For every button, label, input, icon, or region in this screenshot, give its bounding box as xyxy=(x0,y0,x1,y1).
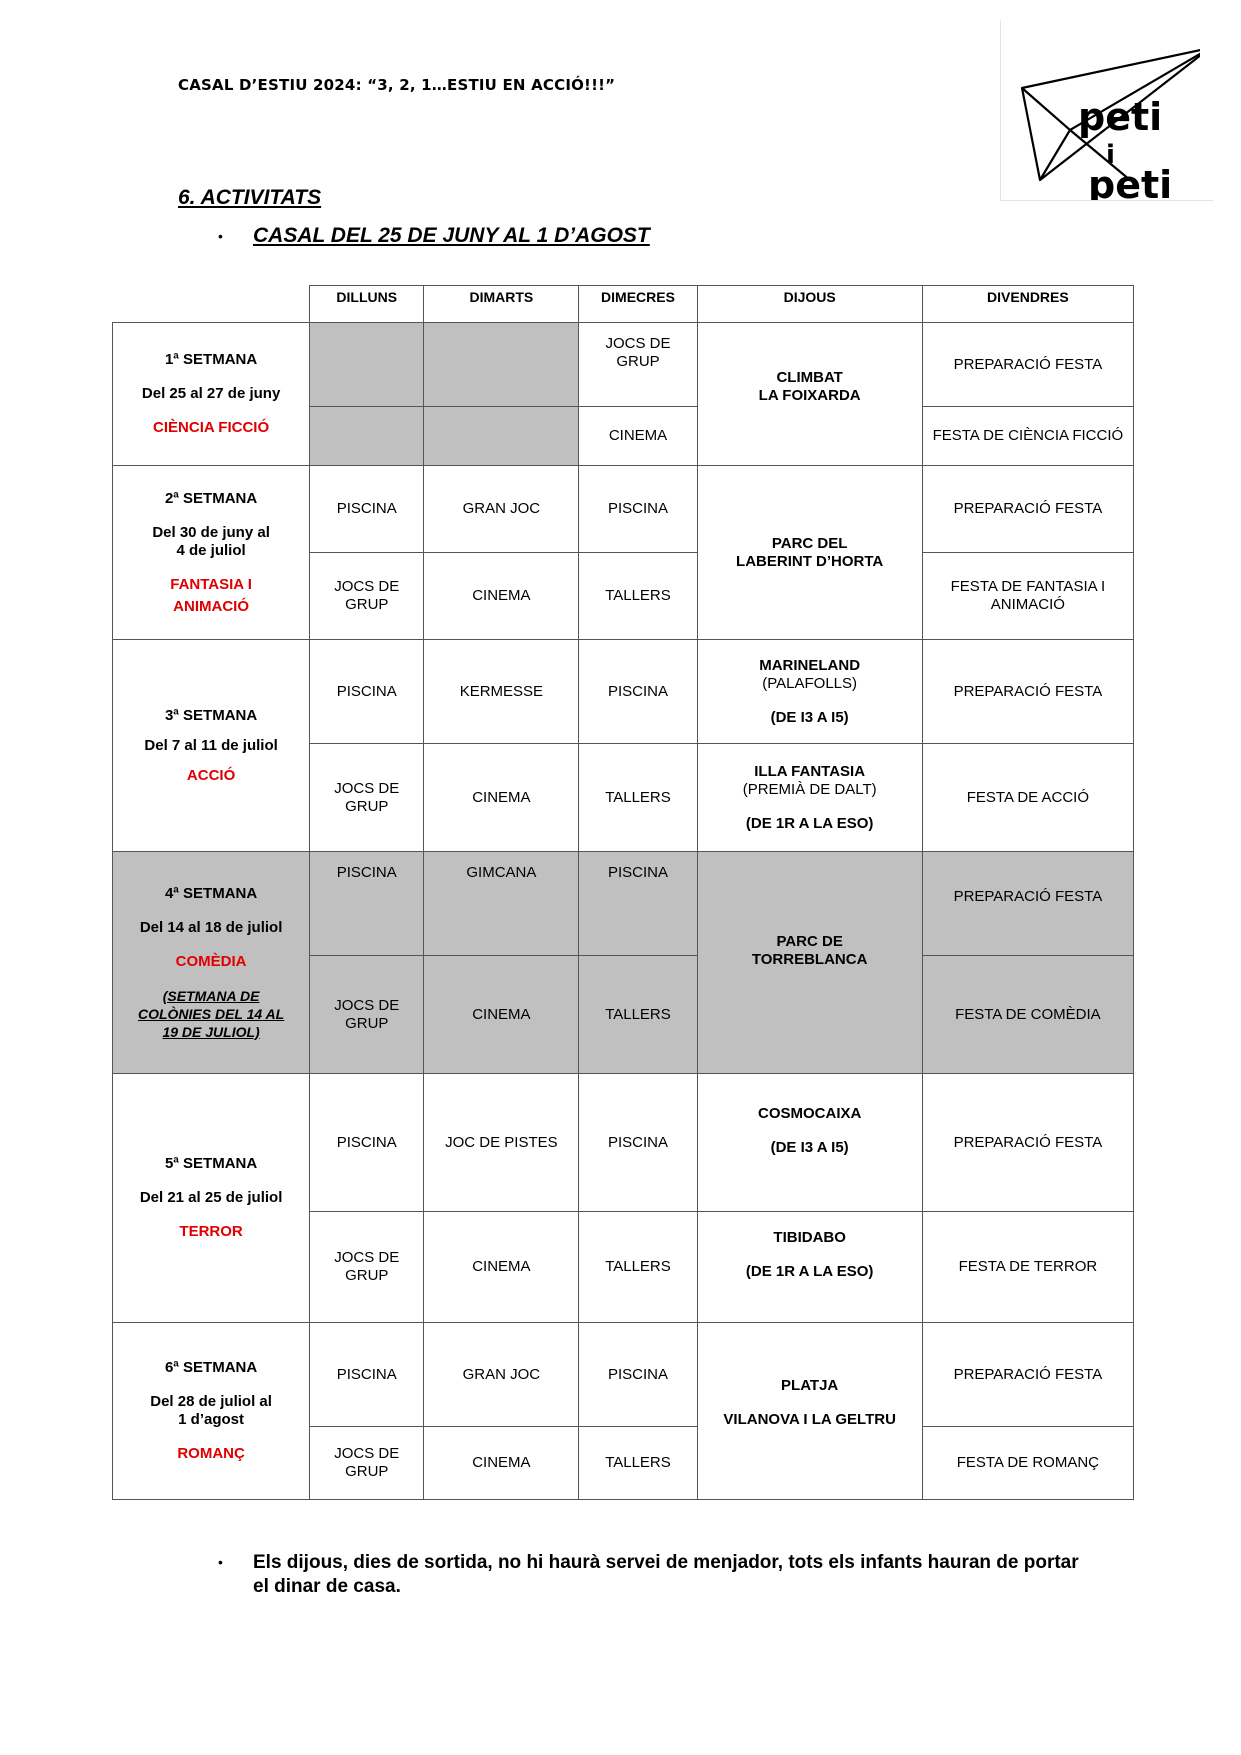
empty-cell xyxy=(310,407,424,466)
table-header-row xyxy=(113,286,1134,323)
empty-cell xyxy=(424,407,579,466)
section-subtitle: CASAL DEL 25 DE JUNY AL 1 D’AGOST xyxy=(253,224,650,247)
activity-cell: PREPARACIÓ FESTA xyxy=(922,466,1133,553)
week-3-label: 3ª SETMANA Del 7 al 11 de juliol ACCIÓ xyxy=(113,640,310,852)
activity-cell: JOCS DE GRUP xyxy=(310,1212,424,1323)
week-dates: Del 25 al 27 de juny xyxy=(141,385,281,402)
activity-cell: PISCINA xyxy=(579,466,697,553)
table-row xyxy=(113,466,1134,553)
activity-cell: FESTA DE FANTASIA I ANIMACIÓ xyxy=(922,553,1133,640)
table-row xyxy=(113,640,1134,744)
week-theme: CIÈNCIA FICCIÓ xyxy=(153,419,270,436)
logo-frame xyxy=(1000,20,1213,201)
activity-cell: PREPARACIÓ FESTA xyxy=(922,852,1133,956)
activity-cell: PISCINA xyxy=(310,1323,424,1427)
activity-cell: CINEMA xyxy=(424,553,579,640)
dijous-outing: ILLA FANTASIA (PREMIÀ DE DALT) (DE 1R A LA ESO) xyxy=(697,744,922,852)
table-row xyxy=(113,1323,1134,1427)
activity-cell: FESTA DE ROMANÇ xyxy=(922,1427,1133,1500)
activity-cell: JOC DE PISTES xyxy=(424,1074,579,1212)
footer-bullet: • xyxy=(218,1554,223,1570)
activity-cell: PISCINA xyxy=(310,852,424,956)
dijous-outing: TIBIDABO (DE 1R A LA ESO) xyxy=(697,1212,922,1323)
logo-word-i: i xyxy=(1106,140,1115,170)
activities-schedule-table xyxy=(112,285,1134,1500)
footer-note: Els dijous, dies de sortida, no hi haurà servei de menjador, tots els infants hauran de portar el dinar de casa. xyxy=(253,1552,1079,1597)
empty-cell xyxy=(424,323,579,407)
dijous-outing: MARINELAND (PALAFOLLS) (DE I3 A I5) xyxy=(697,640,922,744)
header-dilluns: DILLUNS xyxy=(310,286,424,323)
activity-cell: TALLERS xyxy=(579,1212,697,1323)
header-dijous: DIJOUS xyxy=(697,286,922,323)
activity-cell: CINEMA xyxy=(424,1212,579,1323)
table-row xyxy=(113,323,1134,407)
week-number: 1ª SETMANA xyxy=(164,351,258,368)
table-row xyxy=(113,1074,1134,1212)
subtitle-bullet: • xyxy=(218,228,223,244)
dijous-outing: PLATJA VILANOVA I LA GELTRU xyxy=(697,1323,922,1500)
activity-cell: TALLERS xyxy=(579,1427,697,1500)
dijous-outing: PARC DE TORREBLANCA xyxy=(697,852,922,1074)
activity-cell: FESTA DE COMÈDIA xyxy=(922,956,1133,1074)
section-title: 6. ACTIVITATS xyxy=(178,186,322,209)
activity-cell: TALLERS xyxy=(579,744,697,852)
activity-cell: PREPARACIÓ FESTA xyxy=(922,323,1133,407)
activity-cell: JOCS DE GRUP xyxy=(310,1427,424,1500)
logo-word-peti-top: peti xyxy=(1078,95,1163,139)
document-header-title: CASAL D’ESTIU 2024: “3, 2, 1…ESTIU EN ACCIÓ!!!” xyxy=(178,76,616,94)
dijous-outing: CLIMBAT LA FOIXARDA xyxy=(697,323,922,466)
header-blank xyxy=(113,286,310,323)
activity-cell: PISCINA xyxy=(579,640,697,744)
activity-cell: CINEMA xyxy=(424,744,579,852)
activity-cell: FESTA DE ACCIÓ xyxy=(922,744,1133,852)
dijous-outing: COSMOCAIXA (DE I3 A I5) xyxy=(697,1074,922,1212)
dijous-outing: PARC DEL LABERINT D’HORTA xyxy=(697,466,922,640)
week-5-label: 5ª SETMANA Del 21 al 25 de juliol TERROR xyxy=(113,1074,310,1323)
activity-cell: FESTA DE CIÈNCIA FICCIÓ xyxy=(922,407,1133,466)
activity-cell: GRAN JOC xyxy=(424,1323,579,1427)
activity-cell: PREPARACIÓ FESTA xyxy=(922,640,1133,744)
activity-cell: CINEMA xyxy=(424,956,579,1074)
header-dimecres: DIMECRES xyxy=(579,286,697,323)
activity-cell: JOCS DE GRUP xyxy=(310,553,424,640)
activity-cell: PISCINA xyxy=(579,1323,697,1427)
activity-cell: GRAN JOC xyxy=(424,466,579,553)
activity-cell: FESTA DE TERROR xyxy=(922,1212,1133,1323)
activity-cell: CINEMA xyxy=(579,407,697,466)
activity-cell: JOCS DE GRUP xyxy=(310,956,424,1074)
activity-cell: GIMCANA xyxy=(424,852,579,956)
activity-cell: PISCINA xyxy=(310,640,424,744)
activity-cell: KERMESSE xyxy=(424,640,579,744)
header-divendres: DIVENDRES xyxy=(922,286,1133,323)
activity-cell: PREPARACIÓ FESTA xyxy=(922,1074,1133,1212)
week-4-label: 4ª SETMANA Del 14 al 18 de juliol COMÈDIA (SETMANA DE COLÒNIES DEL 14 AL 19 DE JULIOL) xyxy=(113,852,310,1074)
peti-i-peti-logo xyxy=(1000,20,1200,200)
week-6-label: 6ª SETMANA Del 28 de juliol al 1 d’agost ROMANÇ xyxy=(113,1323,310,1500)
activity-cell: JOCS DE GRUP xyxy=(579,323,697,407)
activity-cell: TALLERS xyxy=(579,553,697,640)
week-1-label xyxy=(113,323,310,466)
activity-cell: CINEMA xyxy=(424,1427,579,1500)
empty-cell xyxy=(310,323,424,407)
table-row xyxy=(113,852,1134,956)
activity-cell: PISCINA xyxy=(310,466,424,553)
activity-cell: JOCS DE GRUP xyxy=(310,744,424,852)
header-dimarts: DIMARTS xyxy=(424,286,579,323)
activity-cell: PISCINA xyxy=(579,1074,697,1212)
activity-cell: PREPARACIÓ FESTA xyxy=(922,1323,1133,1427)
week-2-label: 2ª SETMANA Del 30 de juny al 4 de juliol FANTASIA I ANIMACIÓ xyxy=(113,466,310,640)
activity-cell: PISCINA xyxy=(310,1074,424,1212)
logo-word-peti-bottom: peti xyxy=(1088,163,1173,200)
activity-cell: TALLERS xyxy=(579,956,697,1074)
activity-cell: PISCINA xyxy=(579,852,697,956)
